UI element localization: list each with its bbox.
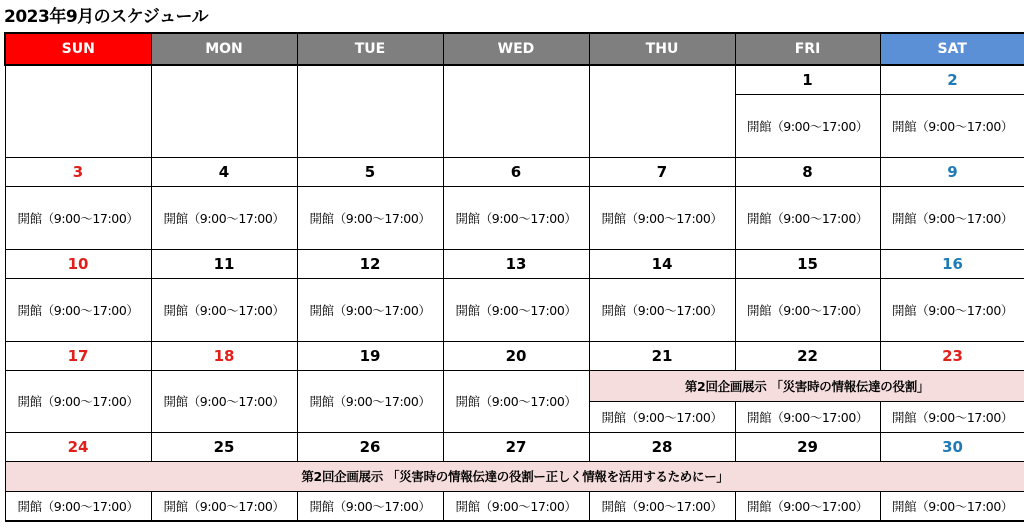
hours-cell: 開館（9:00〜17:00）: [151, 370, 297, 432]
date-cell: 10: [5, 249, 151, 278]
hours-cell: 開館（9:00〜17:00）: [151, 278, 297, 341]
date-cell: 21: [589, 341, 735, 370]
date-cell: 24: [5, 432, 151, 461]
hours-cell: 開館（9:00〜17:00）: [880, 186, 1024, 249]
date-cell: 7: [589, 157, 735, 186]
header-mon: MON: [151, 33, 297, 65]
date-cell: 4: [151, 157, 297, 186]
hours-cell: 開館（9:00〜17:00）: [880, 278, 1024, 341]
date-cell: 23: [880, 341, 1024, 370]
date-cell: 15: [735, 249, 880, 278]
empty-cell: [589, 65, 735, 157]
date-cell: 8: [735, 157, 880, 186]
hours-cell: 開館（9:00〜17:00）: [443, 370, 589, 432]
header-sat: SAT: [880, 33, 1024, 65]
calendar-table: [4, 32, 1024, 522]
empty-cell: [443, 65, 589, 157]
date-cell: 6: [443, 157, 589, 186]
hours-cell: 開館（9:00〜17:00）: [151, 491, 297, 521]
date-cell: 20: [443, 341, 589, 370]
page-title: 2023年9月のスケジュール: [4, 7, 209, 27]
hours-cell: 開館（9:00〜17:00）: [443, 491, 589, 521]
date-cell: 16: [880, 249, 1024, 278]
hours-cell: 開館（9:00〜17:00）: [297, 278, 443, 341]
date-cell: 17: [5, 341, 151, 370]
empty-cell: [297, 65, 443, 157]
date-cell: 11: [151, 249, 297, 278]
hours-cell: 開館（9:00〜17:00）: [589, 186, 735, 249]
date-cell: 19: [297, 341, 443, 370]
week5-hours-row: [5, 491, 1024, 521]
hours-cell: 開館（9:00〜17:00）: [5, 370, 151, 432]
hours-cell: 開館（9:00〜17:00）: [5, 186, 151, 249]
week5-exhibit-row: [5, 461, 1024, 491]
empty-cell: [5, 65, 151, 157]
date-cell: 18: [151, 341, 297, 370]
date-cell: 14: [589, 249, 735, 278]
hours-cell: 開館（9:00〜17:00）: [589, 491, 735, 521]
date-cell: 25: [151, 432, 297, 461]
empty-cell: [151, 65, 297, 157]
date-cell: 26: [297, 432, 443, 461]
header-wed: WED: [443, 33, 589, 65]
date-cell: 12: [297, 249, 443, 278]
header-tue: TUE: [297, 33, 443, 65]
header-row: [5, 33, 1024, 65]
week2-date-row: [5, 157, 1024, 186]
week2-hours-row: [5, 186, 1024, 249]
header-fri: FRI: [735, 33, 880, 65]
header-thu: THU: [589, 33, 735, 65]
date-cell: 1: [735, 65, 880, 94]
week3-hours-row: [5, 278, 1024, 341]
hours-cell: 開館（9:00〜17:00）: [5, 278, 151, 341]
date-cell: 2: [880, 65, 1024, 94]
hours-cell: 開館（9:00〜17:00）: [443, 186, 589, 249]
hours-cell: 開館（9:00〜17:00）: [735, 491, 880, 521]
week3-date-row: [5, 249, 1024, 278]
week5-date-row: [5, 432, 1024, 461]
hours-cell: 開館（9:00〜17:00）: [880, 491, 1024, 521]
hours-cell: 開館（9:00〜17:00）: [735, 278, 880, 341]
exhibit-banner: 第2回企画展示 「災害時の情報伝達の役割ー正しく情報を活用するためにー」: [5, 461, 1024, 491]
header-sun: SUN: [5, 33, 151, 65]
week4-date-row: [5, 341, 1024, 370]
hours-cell: 開館（9:00〜17:00）: [5, 491, 151, 521]
date-cell: 28: [589, 432, 735, 461]
hours-cell: 開館（9:00〜17:00）: [735, 94, 880, 157]
hours-cell: 開館（9:00〜17:00）: [880, 94, 1024, 157]
week4-exhibit-row: [5, 370, 1024, 401]
date-cell: 9: [880, 157, 1024, 186]
date-cell: 3: [5, 157, 151, 186]
exhibit-banner: 第2回企画展示 「災害時の情報伝達の役割」: [589, 370, 1024, 401]
hours-cell: 開館（9:00〜17:00）: [880, 401, 1024, 432]
hours-cell: 開館（9:00〜17:00）: [443, 278, 589, 341]
hours-cell: 開館（9:00〜17:00）: [589, 278, 735, 341]
hours-cell: 開館（9:00〜17:00）: [297, 186, 443, 249]
date-cell: 22: [735, 341, 880, 370]
hours-cell: 開館（9:00〜17:00）: [297, 491, 443, 521]
date-cell: 27: [443, 432, 589, 461]
date-cell: 29: [735, 432, 880, 461]
hours-cell: 開館（9:00〜17:00）: [735, 401, 880, 432]
hours-cell: 開館（9:00〜17:00）: [297, 370, 443, 432]
date-cell: 30: [880, 432, 1024, 461]
hours-cell: 開館（9:00〜17:00）: [589, 401, 735, 432]
date-cell: 5: [297, 157, 443, 186]
date-cell: 13: [443, 249, 589, 278]
hours-cell: 開館（9:00〜17:00）: [151, 186, 297, 249]
week1-date-row: [5, 65, 1024, 94]
hours-cell: 開館（9:00〜17:00）: [735, 186, 880, 249]
